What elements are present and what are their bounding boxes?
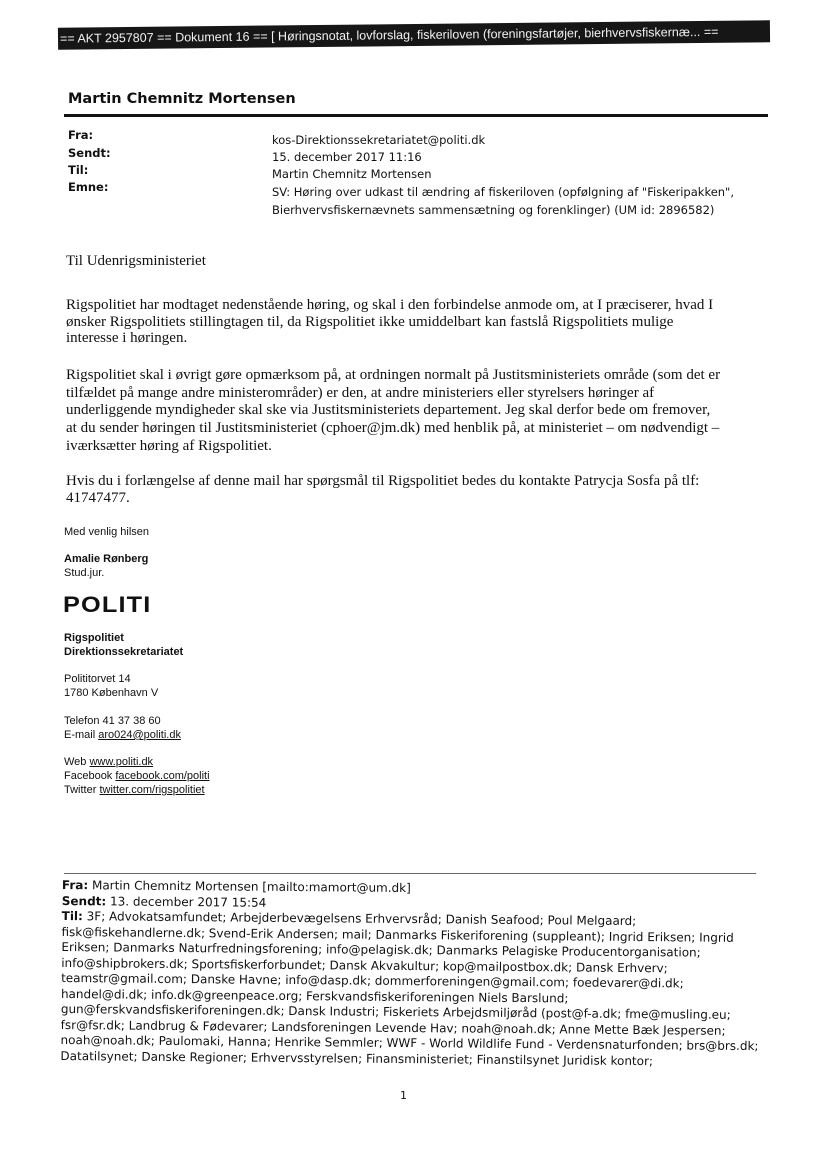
paragraph-1-line-1: Rigspolitiet har modtaget nedenstående høring, og skal i den forbindelse anmode om, at I præciserer, hvad I (66, 297, 714, 313)
facebook-row (64, 770, 210, 783)
signer-name (64, 553, 148, 566)
web-row (64, 756, 153, 769)
fwd-to-line-7: gun@ferskvandsfiskeriforeningen.dk; Dansk Industri; Fiskeriets Arbejdsmiljøråd (post@f-a.dk; fme@musling.eu; (60, 1001, 731, 1022)
fwd-to-line-3: Eriksen; Danmarks Naturfredningsforening; info@pelagisk.dk; Danmarks Pelagiske Producentorganisation; (61, 939, 701, 960)
email-row (64, 729, 181, 742)
paragraph-2-line-2: tilfældet på mange andre ministerområder) er den, at andre ministeriers eller styrelsers høringer af (66, 385, 655, 401)
twitter-label: Twitter (64, 784, 100, 796)
fwd-to-line-1: 3F; Advokatsamfundet; Arbejderbevægelsens Erhvervsråd; Danish Seafood; Poul Melgaard; (82, 909, 637, 929)
signer-title: Stud.jur. (64, 567, 105, 579)
web-label: Web (64, 756, 90, 768)
fwd-from-label: Fra: (61, 878, 89, 893)
document-banner: == AKT 2957807 == Dokument 16 == [ Høringsnotat, lovforslag, fiskeriloven (foreningsfartøjer, bierhvervsfiskernæ... == (58, 20, 770, 49)
facebook-link[interactable]: facebook.com/politi (115, 770, 210, 782)
forwarded-header (60, 878, 762, 1070)
page-number: 1 (400, 1089, 407, 1102)
address-city: 1780 København V (64, 687, 159, 699)
sent-value: 15. december 2017 11:16 (272, 150, 422, 164)
paragraph-2-line-3: underliggende myndigheder skal ske via Justitsministeriets departement. Jeg skal derfor bede om fremover, (66, 402, 711, 418)
email-link[interactable]: aro024@politi.dk (98, 729, 181, 741)
web-link[interactable]: www.politi.dk (89, 756, 154, 768)
header-divider (64, 114, 768, 117)
phone: Telefon 41 37 38 60 (64, 715, 161, 727)
from-label: Fra: (68, 128, 94, 142)
subject-label: Emne: (68, 180, 109, 194)
paragraph-3-line-1: Hvis du i forlængelse af denne mail har spørgsmål til Rigspolitiet bedes du kontakte Patrycja Sosfa på tlf: (66, 473, 700, 489)
facebook-label: Facebook (64, 770, 116, 782)
fwd-sent-label: Sendt: (61, 893, 107, 908)
fwd-to-line-4: info@shipbrokers.dk; Sportsfiskerforbundet; Dansk Akvakultur; kop@mailpostbox.dk; Dansk Erhverv; (61, 955, 668, 975)
address-street: Polititorvet 14 (64, 673, 131, 685)
org-dept (64, 646, 183, 659)
org-name (64, 632, 124, 645)
org-dept-text: Direktionssekretariatet (64, 646, 184, 658)
fwd-to-line-9: noah@noah.dk; Paulomaki, Hanna; Henrike Semmler; WWF - World Wildlife Fund - Verdensnaturfonden; brs@brs.dk; (60, 1032, 759, 1054)
paragraph-2-line-4: at du sender høringen til Justitsministeriet (cphoer@jm.dk) med henblik på, at ministeriet – om nødvendigt – (66, 420, 720, 436)
subject-line-2: Bierhvervsfiskernævnets sammensætning og forenklinger) (UM id: 2896582) (272, 203, 715, 217)
fwd-to-line-8: fsr@fsr.dk; Landbrug & Fødevarer; Landsforeningen Levende Hav; noah@noah.dk; Anne Mette Bæk Jespersen; (60, 1017, 726, 1038)
subject-line-1: SV: Høring over udkast til ændring af fiskeriloven (opfølgning af "Fiskeripakken", (272, 185, 734, 199)
fwd-to-line-5: teamstr@gmail.com; Danske Havne; info@dasp.dk; dommerforeningen@gmail.com; foedevarer@di.dk; (61, 970, 684, 991)
politi-logo: POLITI (63, 592, 152, 617)
fwd-sent-value: 13. december 2017 15:54 (106, 893, 267, 910)
fwd-from-value: Martin Chemnitz Mortensen [mailto:mamort@um.dk] (88, 878, 411, 896)
closing: Med venlig hilsen (64, 526, 149, 538)
twitter-row (64, 784, 205, 797)
mailbox-owner-name: Martin Chemnitz Mortensen (68, 91, 296, 107)
signer-name-text: Amalie Rønberg (64, 553, 149, 565)
forward-divider (64, 873, 756, 874)
greeting: Til Udenrigsministeriet (66, 253, 206, 269)
fwd-to-line-10: Datatilsynet; Danske Regioner; Erhvervsstyrelsen; Finansministeriet; Finanstilsynet Juridisk kontor; (60, 1048, 654, 1068)
from-value: kos-Direktionssekretariatet@politi.dk (272, 133, 486, 147)
paragraph-2-line-5: iværksætter høring af Rigspolitiet. (66, 438, 272, 454)
to-label: Til: (68, 163, 89, 177)
paragraph-1-line-2: ønsker Rigspolitiets stillingtagen til, da Rigspolitiet ikke umiddelbart kan fastslå Rigspolitiets mulige (66, 314, 674, 330)
paragraph-1-line-3: interesse i høringen. (66, 330, 188, 346)
fwd-to-line-2: fisk@fiskehandlerne.dk; Svend-Erik Andersen; mail; Danmarks Fiskeriforening (suppleant); Ingrid Eriksen; Ingrid (61, 924, 734, 945)
paragraph-2-line-1: Rigspolitiet skal i øvrigt gøre opmærksom på, at ordningen normalt på Justitsministeriets område (som det er (66, 367, 721, 383)
twitter-link[interactable]: twitter.com/rigspolitiet (99, 784, 205, 796)
org-name-text: Rigspolitiet (64, 632, 124, 644)
fwd-to-line-6: handel@di.dk; info.dk@greenpeace.org; Ferskvandsfiskeriforeningen Niels Barslund; (60, 986, 569, 1005)
paragraph-3-line-2: 41747477. (66, 490, 130, 506)
email-label: E-mail (64, 729, 99, 741)
to-value: Martin Chemnitz Mortensen (272, 167, 432, 181)
fwd-to-label: Til: (61, 908, 83, 924)
sent-label: Sendt: (68, 146, 111, 160)
